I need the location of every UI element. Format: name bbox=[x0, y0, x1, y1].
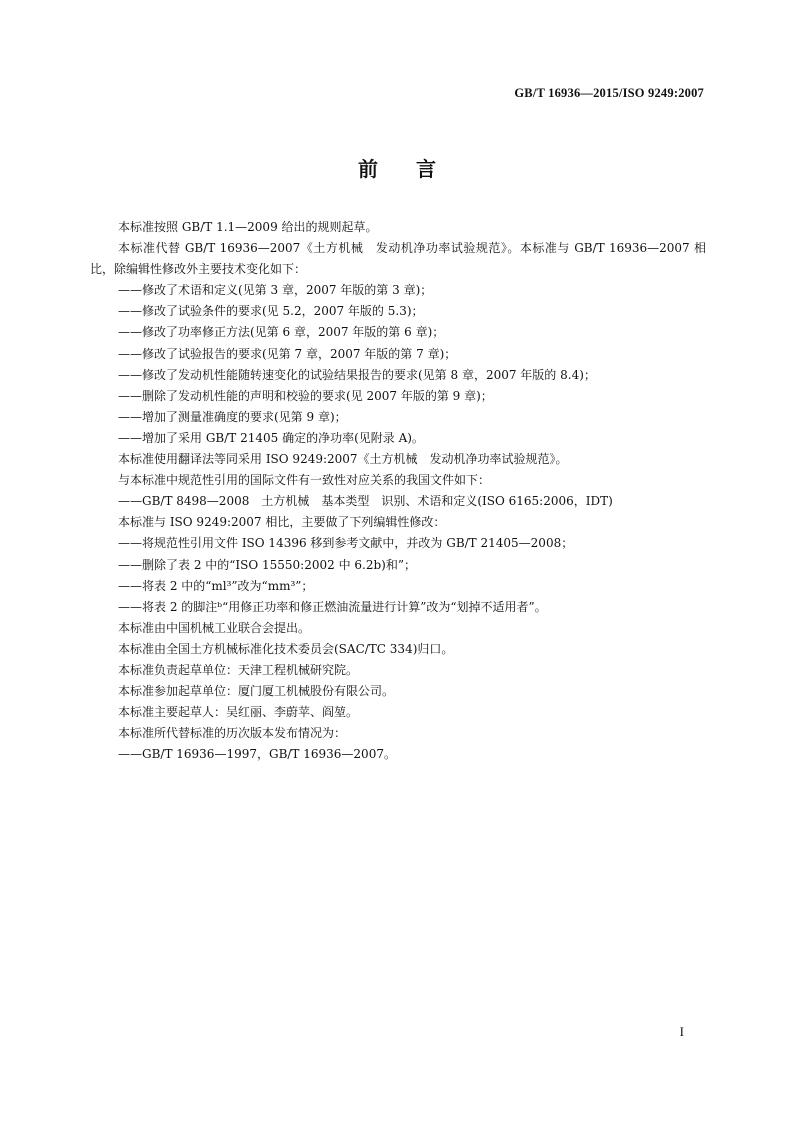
list-item-change-test-report: ——修改了试验报告的要求(见第 7 章，2007 年版的第 7 章)； bbox=[118, 346, 457, 361]
page-title: 前言 bbox=[358, 157, 474, 181]
paragraph-administered-by: 本标准由全国土方机械标准化技术委员会(SAC/TC 334)归口。 bbox=[118, 641, 454, 656]
page-number: I bbox=[679, 1024, 684, 1039]
list-item-unit-change: ——将表 2 中的“ml³”改为“mm³”； bbox=[118, 578, 314, 593]
paragraph-replacement-statement: 本标准代替 GB/T 16936—2007《土方机械 发动机净功率试验规范》。本标准与 GB/T 16936—2007 相比，除编辑性修改外主要技术变化如下： bbox=[90, 241, 706, 277]
list-item-delete-declaration: ——删除了发动机性能的声明和校验的要求(见 2007 年版的第 9 章)； bbox=[118, 388, 493, 403]
paragraph-proposed-by: 本标准由中国机械工业联合会提出。 bbox=[118, 620, 311, 635]
list-item-change-power-correction: ——修改了功率修正方法(见第 6 章，2007 年版的第 6 章)； bbox=[118, 325, 445, 340]
list-item-change-test-conditions: ——修改了试验条件的要求(见 5.2，2007 年版的 5.3)； bbox=[118, 304, 424, 319]
paragraph-translation-method: 本标准使用翻译法等同采用 ISO 9249:2007《土方机械 发动机净功率试验规范》。 bbox=[118, 452, 568, 467]
list-item-footnote-change: ——将表 2 的脚注ᵇ“用修正功率和修正燃油流量进行计算”改为“划掉不适用者”。 bbox=[118, 599, 547, 614]
paragraph-participating-drafter: 本标准参加起草单位：厦门厦工机械股份有限公司。 bbox=[118, 684, 395, 699]
list-item-move-iso-14396: ——将规范性引用文件 ISO 14396 移到参考文献中，并改为 GB/T 21405—2008； bbox=[118, 536, 574, 551]
standard-code-header: GB/T 16936—2015/ISO 9249:2007 bbox=[514, 86, 704, 100]
preface-body bbox=[90, 217, 706, 765]
paragraph-drafting-rules: 本标准按照 GB/T 1.1—2009 给出的规则起草。 bbox=[118, 220, 378, 234]
paragraph-main-drafters: 本标准主要起草人：吴红丽、李蔚苹、阎堃。 bbox=[118, 705, 359, 720]
list-item-delete-iso-15550: ——删除了表 2 中的“ISO 15550:2002 中 6.2b)和”； bbox=[118, 557, 416, 572]
list-item-gb-8498: ——GB/T 8498—2008 土方机械 基本类型 识别、术语和定义(ISO 6165:2006，IDT) bbox=[118, 494, 613, 509]
list-item-change-speed-report: ——修改了发动机性能随转速变化的试验结果报告的要求(见第 8 章，2007 年版的 8.4)； bbox=[118, 367, 596, 382]
paragraph-corresponding-documents: 与本标准中规范性引用的国际文件有一致性对应关系的我国文件如下： bbox=[118, 473, 491, 488]
list-item-add-net-power: ——增加了采用 GB/T 21405 确定的净功率(见附录 A)。 bbox=[118, 430, 424, 445]
list-item-change-terms: ——修改了术语和定义(见第 3 章，2007 年版的第 3 章)； bbox=[118, 283, 433, 298]
list-item-add-accuracy: ——增加了测量准确度的要求(见第 9 章)； bbox=[118, 409, 347, 424]
list-item-previous-editions: ——GB/T 16936—1997，GB/T 16936—2007。 bbox=[118, 747, 396, 762]
paragraph-responsible-drafter: 本标准负责起草单位：天津工程机械研究院。 bbox=[118, 662, 359, 677]
paragraph-previous-editions: 本标准所代替标准的历次版本发布情况为： bbox=[118, 726, 347, 741]
paragraph-editorial-changes: 本标准与 ISO 9249:2007 相比，主要做了下列编辑性修改： bbox=[118, 515, 446, 530]
